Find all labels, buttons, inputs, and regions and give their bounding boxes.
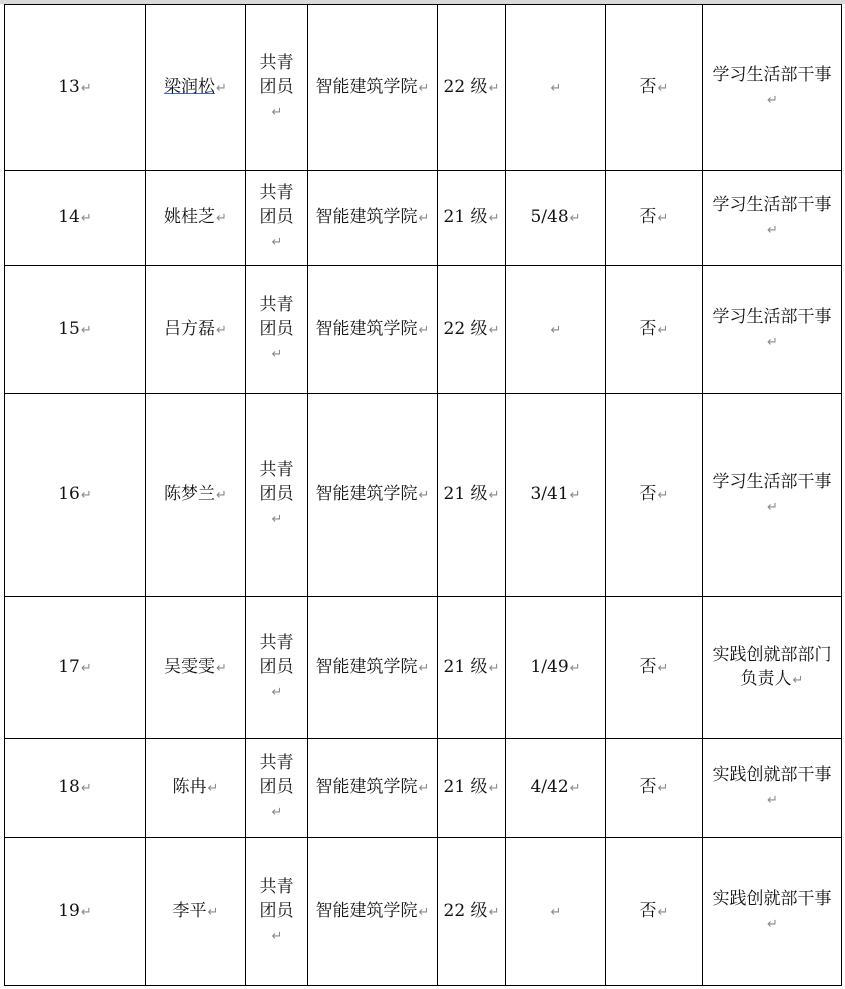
cell-rank: 3/41↵ bbox=[506, 394, 606, 597]
cell-rank: 5/48↵ bbox=[506, 171, 606, 266]
cell-grade: 21 级↵ bbox=[438, 171, 506, 266]
cell-position: 学习生活部干事↵ bbox=[703, 266, 842, 394]
cell-position: 学习生活部干事↵ bbox=[703, 394, 842, 597]
cell-number: 17↵ bbox=[5, 597, 146, 739]
cell-college: 智能建筑学院↵ bbox=[308, 5, 438, 171]
cell-name: 吴雯雯↵ bbox=[146, 597, 246, 739]
cell-flag: 否↵ bbox=[606, 597, 703, 739]
cell-college: 智能建筑学院↵ bbox=[308, 739, 438, 838]
cell-position: 学习生活部干事↵ bbox=[703, 171, 842, 266]
table-row bbox=[5, 838, 842, 986]
table-row bbox=[5, 5, 842, 171]
cell-college: 智能建筑学院↵ bbox=[308, 394, 438, 597]
cell-rank: ↵ bbox=[506, 838, 606, 986]
cell-grade: 22 级↵ bbox=[438, 838, 506, 986]
cell-grade: 21 级↵ bbox=[438, 597, 506, 739]
cell-number: 15↵ bbox=[5, 266, 146, 394]
table-row bbox=[5, 266, 842, 394]
cell-grade: 22 级↵ bbox=[438, 266, 506, 394]
table-row bbox=[5, 394, 842, 597]
cell-political-status: 共青团员↵ bbox=[246, 394, 308, 597]
cell-rank: 4/42↵ bbox=[506, 739, 606, 838]
cell-political-status: 共青团员↵ bbox=[246, 838, 308, 986]
cell-number: 18↵ bbox=[5, 739, 146, 838]
cell-name: 陈冉↵ bbox=[146, 739, 246, 838]
cell-name: 陈梦兰↵ bbox=[146, 394, 246, 597]
cell-number: 14↵ bbox=[5, 171, 146, 266]
cell-flag: 否↵ bbox=[606, 171, 703, 266]
cell-political-status: 共青团员↵ bbox=[246, 597, 308, 739]
cell-flag: 否↵ bbox=[606, 739, 703, 838]
cell-flag: 否↵ bbox=[606, 838, 703, 986]
cell-flag: 否↵ bbox=[606, 394, 703, 597]
cell-flag: 否↵ bbox=[606, 266, 703, 394]
cell-position: 实践创就部干事↵ bbox=[703, 739, 842, 838]
cell-political-status: 共青团员↵ bbox=[246, 739, 308, 838]
cell-rank: ↵ bbox=[506, 5, 606, 171]
cell-college: 智能建筑学院↵ bbox=[308, 171, 438, 266]
cell-number: 13↵ bbox=[5, 5, 146, 171]
cell-name: 梁润松↵ bbox=[146, 5, 246, 171]
cell-political-status: 共青团员↵ bbox=[246, 266, 308, 394]
cell-flag: 否↵ bbox=[606, 5, 703, 171]
table-row bbox=[5, 739, 842, 838]
cell-college: 智能建筑学院↵ bbox=[308, 838, 438, 986]
cell-rank: 1/49↵ bbox=[506, 597, 606, 739]
cell-position: 实践创就部干事↵ bbox=[703, 838, 842, 986]
cell-political-status: 共青团员↵ bbox=[246, 171, 308, 266]
cell-name: 李平↵ bbox=[146, 838, 246, 986]
cell-position: 学习生活部干事↵ bbox=[703, 5, 842, 171]
table-row bbox=[5, 171, 842, 266]
cell-name: 吕方磊↵ bbox=[146, 266, 246, 394]
cell-rank: ↵ bbox=[506, 266, 606, 394]
cell-college: 智能建筑学院↵ bbox=[308, 266, 438, 394]
cell-number: 19↵ bbox=[5, 838, 146, 986]
cell-grade: 22 级↵ bbox=[438, 5, 506, 171]
cell-political-status: 共青团员↵ bbox=[246, 5, 308, 171]
member-table bbox=[4, 4, 842, 986]
cell-grade: 21 级↵ bbox=[438, 394, 506, 597]
cell-name: 姚桂芝↵ bbox=[146, 171, 246, 266]
table-row bbox=[5, 597, 842, 739]
cell-position: 实践创就部部门负责人↵ bbox=[703, 597, 842, 739]
cell-grade: 21 级↵ bbox=[438, 739, 506, 838]
cell-college: 智能建筑学院↵ bbox=[308, 597, 438, 739]
cell-number: 16↵ bbox=[5, 394, 146, 597]
